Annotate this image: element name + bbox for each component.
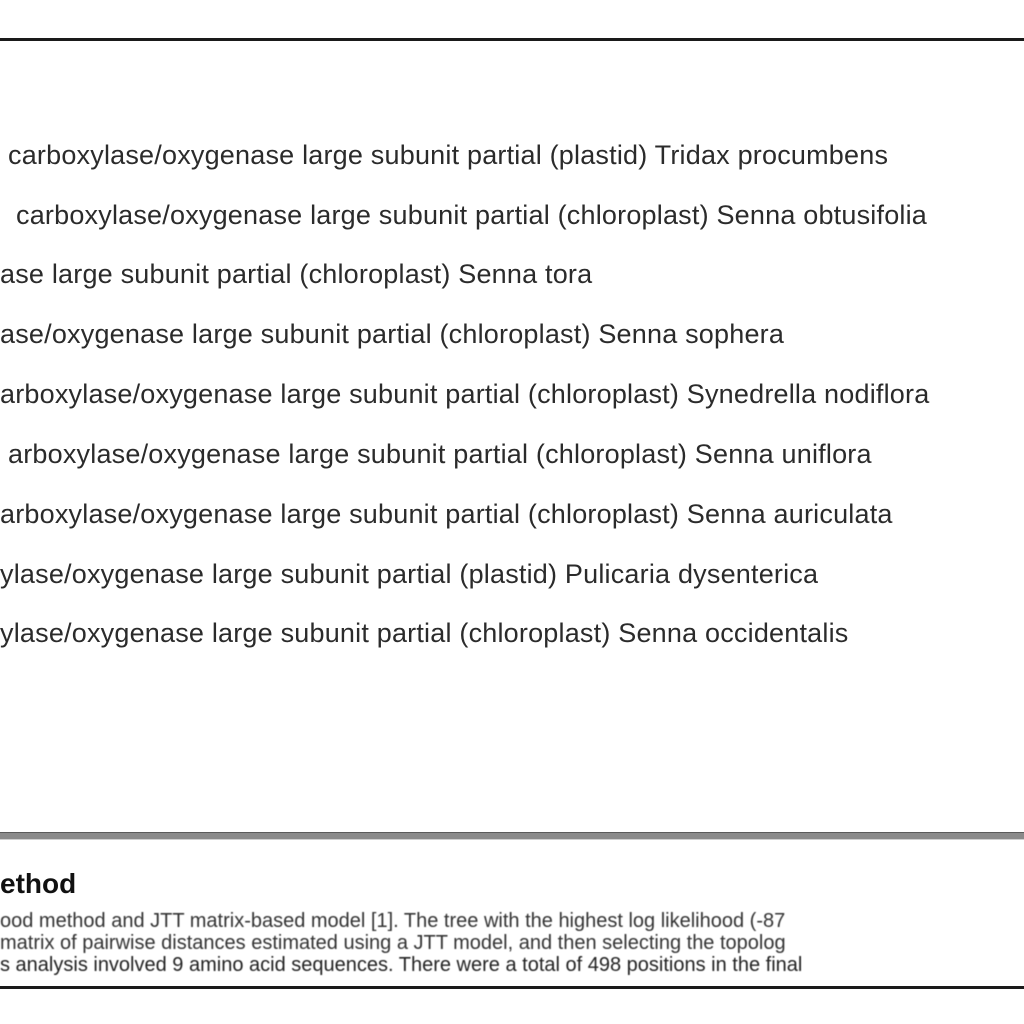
section-divider (0, 832, 1024, 840)
caption-heading: ethod (0, 868, 77, 899)
taxon-label: ase large subunit partial (chloroplast) Senna tora (0, 259, 593, 289)
caption-line: s analysis involved 9 amino acid sequences. There were a total of 498 positions in the final (0, 954, 803, 976)
taxon-label: ylase/oxygenase large subunit partial (chloroplast) Senna occidentalis (0, 618, 849, 648)
taxon-label: arboxylase/oxygenase large subunit partial (chloroplast) Senna auriculata (0, 499, 893, 529)
caption-line: matrix of pairwise distances estimated using a JTT model, and then selecting the topolog (0, 932, 786, 954)
phylogenetic-tree-panel (0, 41, 1024, 831)
caption-line: ood method and JTT matrix-based model [1]. The tree with the highest log likelihood (-87 (0, 910, 786, 932)
taxon-label: arboxylase/oxygenase large subunit partial (chloroplast) Senna uniflora (8, 439, 872, 469)
taxon-label: carboxylase/oxygenase large subunit partial (plastid) Tridax procumbens (8, 140, 889, 170)
taxon-label: ylase/oxygenase large subunit partial (plastid) Pulicaria dysenterica (0, 559, 819, 589)
taxon-label: arboxylase/oxygenase large subunit partial (chloroplast) Synedrella nodiflora (0, 379, 930, 409)
taxon-label: carboxylase/oxygenase large subunit partial (chloroplast) Senna obtusifolia (16, 200, 928, 230)
method-caption-panel (0, 846, 1024, 986)
taxon-label-list (0, 41, 1024, 831)
taxon-label: ase/oxygenase large subunit partial (chloroplast) Senna sophera (0, 319, 785, 349)
panel-bottom-border (0, 986, 1024, 989)
